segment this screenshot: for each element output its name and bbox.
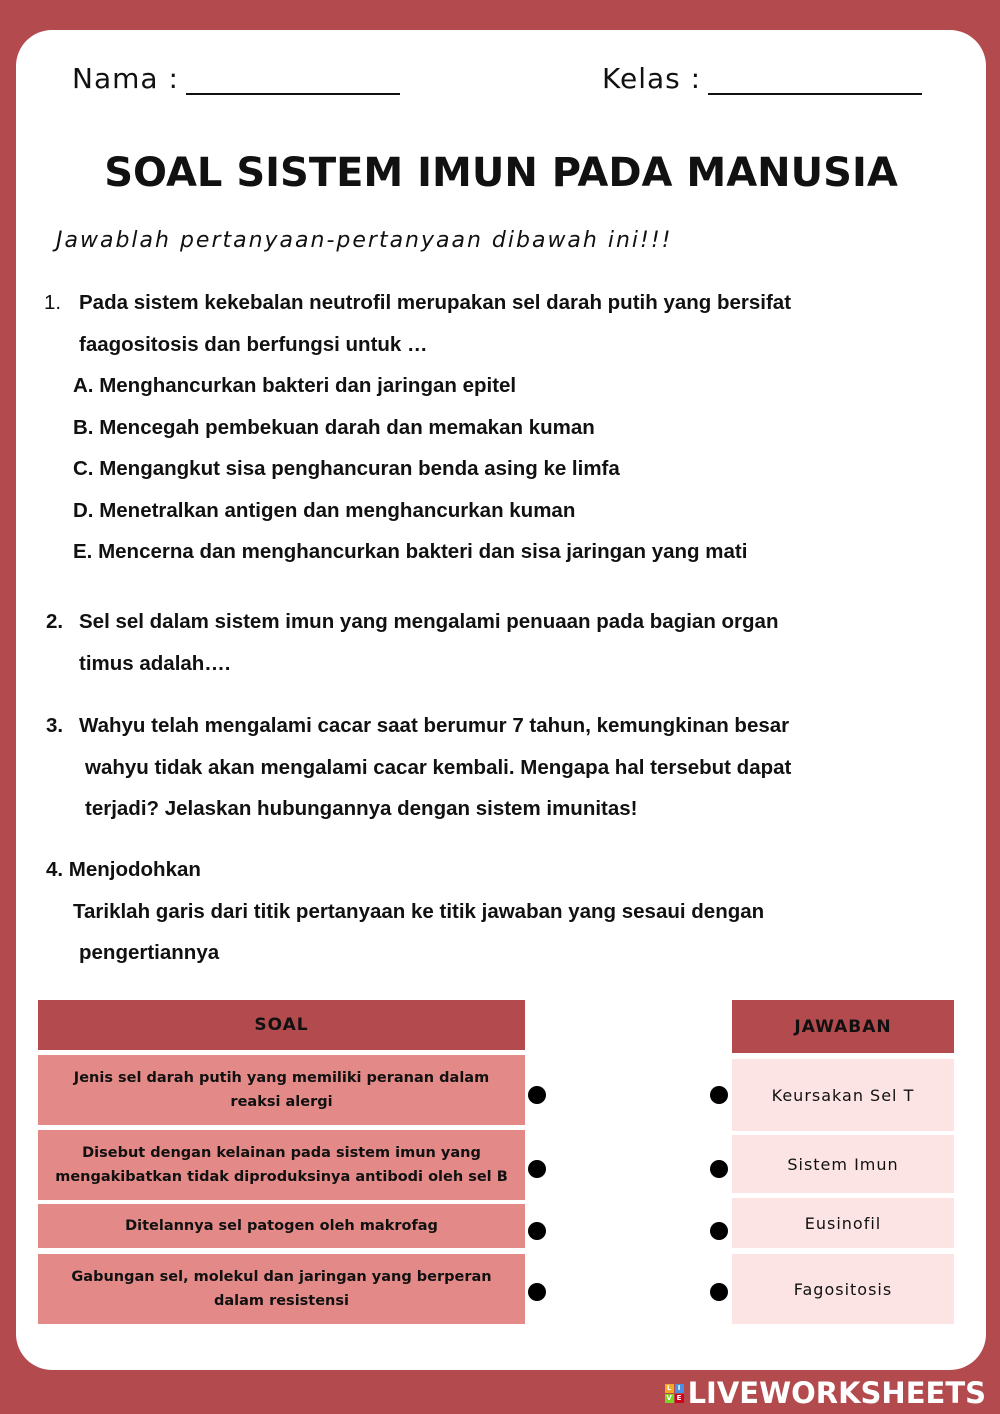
soal-item-2: Disebut dengan kelainan pada sistem imun yang mengakibatkan tidak diproduksinya antibodi oleh sel B [38,1130,525,1200]
soal-header: SOAL [38,1000,525,1050]
question-2-line-1: Sel sel dalam sistem imun yang mengalami penuaan pada bagian organ [79,610,779,633]
instruction-text: Jawablah pertanyaan-pertanyaan dibawah ini!!! [56,228,673,253]
question-3-line-2: wahyu tidak akan mengalami cacar kembali. Mengapa hal tersebut dapat [85,756,792,779]
jawaban-item-3: Eusinofil [732,1198,954,1248]
liveworksheets-text: LIVEWORKSHEETS [687,1376,986,1410]
soal-dot-2[interactable] [528,1160,546,1178]
question-4-line-2: pengertiannya [79,941,220,964]
jawaban-dot-1[interactable] [710,1086,728,1104]
question-1-option-e[interactable]: E. Mencerna dan menghancurkan bakteri dan sisa jaringan yang mati [73,540,748,563]
question-4-title: 4. Menjodohkan [46,858,201,881]
kelas-input-line[interactable] [708,93,922,95]
nama-input-line[interactable] [186,93,400,95]
question-3-line-1: Wahyu telah mengalami cacar saat berumur 7 tahun, kemungkinan besar [79,714,790,737]
soal-dot-4[interactable] [528,1283,546,1301]
question-3-number: 3. [46,714,64,737]
worksheet-page [16,30,986,1370]
jawaban-item-2: Sistem Imun [732,1135,954,1193]
question-1-option-a[interactable]: A. Menghancurkan bakteri dan jaringan epitel [73,374,517,397]
liveworksheets-icon: L I V E [665,1384,684,1403]
question-4-line-1: Tariklah garis dari titik pertanyaan ke titik jawaban yang sesaui dengan [73,900,765,923]
soal-item-1: Jenis sel darah putih yang memiliki peranan dalam reaksi alergi [38,1055,525,1125]
jawaban-dot-2[interactable] [710,1160,728,1178]
question-2-number: 2. [46,610,64,633]
page-title: SOAL SISTEM IMUN PADA MANUSIA [104,150,898,196]
question-2-line-2: timus adalah…. [79,652,231,675]
question-3-line-3: terjadi? Jelaskan hubungannya dengan sistem imunitas! [85,797,638,820]
soal-dot-3[interactable] [528,1222,546,1240]
soal-item-4: Gabungan sel, molekul dan jaringan yang berperan dalam resistensi [38,1254,525,1324]
soal-item-3: Ditelannya sel patogen oleh makrofag [38,1204,525,1248]
liveworksheets-logo [665,1376,986,1410]
question-1-option-d[interactable]: D. Menetralkan antigen dan menghancurkan kuman [73,499,576,522]
nama-label: Nama : [72,62,179,95]
soal-dot-1[interactable] [528,1086,546,1104]
jawaban-header: JAWABAN [732,1000,954,1053]
question-1-line-2: faagositosis dan berfungsi untuk … [79,333,428,356]
jawaban-item-4: Fagositosis [732,1254,954,1324]
jawaban-item-1: Keursakan Sel T [732,1059,954,1131]
kelas-label: Kelas : [602,62,702,95]
jawaban-dot-3[interactable] [710,1222,728,1240]
question-1-line-1: Pada sistem kekebalan neutrofil merupakan sel darah putih yang bersifat [79,291,792,314]
question-1-option-c[interactable]: C. Mengangkut sisa penghancuran benda asing ke limfa [73,457,620,480]
question-1-option-b[interactable]: B. Mencegah pembekuan darah dan memakan kuman [73,416,595,439]
question-1-number: 1. [44,291,62,314]
jawaban-dot-4[interactable] [710,1283,728,1301]
